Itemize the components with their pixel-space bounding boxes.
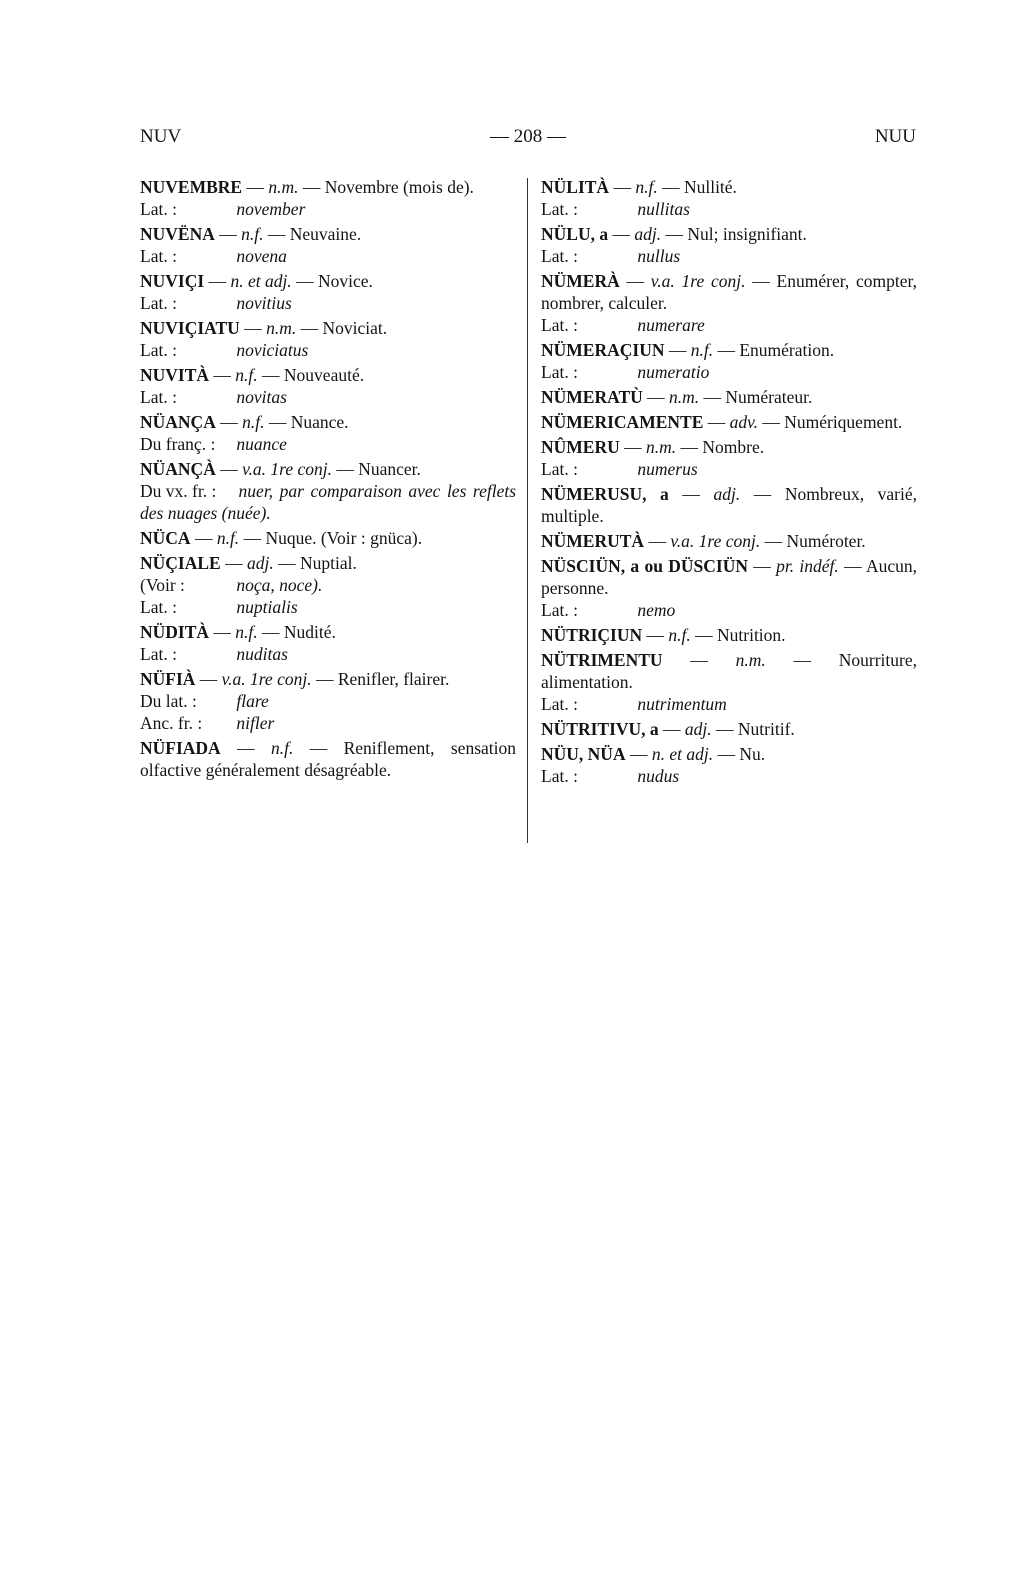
- definition: Nourriture, alimentation.: [541, 650, 917, 692]
- definition: Nudité.: [283, 622, 336, 642]
- dictionary-entry: NÜLITÀ — n.f. — Nullité. Lat. : nullitas: [541, 176, 917, 220]
- etymology-label: Lat. :: [541, 362, 578, 382]
- header-right-guideword: NUU: [874, 126, 916, 147]
- etymology-label: Lat. :: [541, 600, 578, 620]
- etymology-label: Lat. :: [140, 644, 177, 664]
- grammatical-category: n.m.: [268, 177, 299, 197]
- dictionary-entry: NÛMERU — n.m. — Nombre. Lat. : numerus: [541, 436, 917, 480]
- grammatical-category: adv.: [729, 412, 758, 432]
- headword: NÜTRIMENTU: [541, 650, 663, 670]
- grammatical-category: v.a. 1re conj.: [242, 459, 332, 479]
- etymology-label: Lat. :: [541, 199, 578, 219]
- dictionary-entry: NÜANÇÀ — v.a. 1re conj. — Nuancer. Du vx. fr. : nuer, par comparaison avec les reflets des nuages (nuée).: [140, 459, 517, 523]
- etymology-line: [140, 480, 516, 524]
- grammatical-category: v.a. 1re conj.: [670, 531, 761, 551]
- grammatical-category: v.a. 1re conj.: [650, 271, 746, 291]
- etymology-line: [140, 292, 516, 314]
- grammatical-category: n.f.: [690, 340, 714, 360]
- headword: NÜLU, a: [541, 224, 609, 244]
- definition: Nutritif.: [737, 719, 795, 739]
- definition: Reniflement, sensation olfactive généralement désagréable.: [140, 738, 516, 780]
- dictionary-entry: NÜLU, a — adj. — Nul; insignifiant. Lat. : nullus: [541, 223, 917, 267]
- etymology-line: [140, 712, 516, 734]
- definition: Nu.: [739, 744, 766, 764]
- etymology-label: Lat. :: [541, 459, 578, 479]
- grammatical-category: n.f.: [242, 412, 265, 432]
- grammatical-category: n.f.: [235, 365, 258, 385]
- grammatical-category: v.a. 1re conj.: [221, 669, 312, 689]
- grammatical-category: n.m.: [669, 387, 700, 407]
- dictionary-entry: NÜTRIÇIUN — n.f. — Nutrition.: [541, 625, 786, 645]
- headword: NÛMERU: [541, 437, 620, 457]
- etymology-value: noviciatus: [236, 340, 309, 360]
- etymology-value: nuance: [236, 434, 287, 454]
- etymology-line: [140, 386, 516, 408]
- etymology-value: novitas: [236, 387, 287, 407]
- etymology-value: nullus: [637, 246, 681, 266]
- dictionary-entry: NUVIÇI — n. et adj. — Novice. Lat. : novitius: [140, 270, 516, 314]
- headword: NÜCA: [140, 528, 191, 548]
- grammatical-category: n. et adj.: [651, 744, 714, 764]
- headword: NÜSCIÜN, a ou DÜSCIÜN: [541, 556, 748, 576]
- definition: Noviciat.: [322, 318, 388, 338]
- dictionary-entry: NÜTRIMENTU — n.m. — Nourriture, alimentation. Lat. : nutrimentum: [541, 650, 917, 714]
- dictionary-entry: NUVËNA — n.f. — Neuvaine. Lat. : novena: [140, 223, 516, 267]
- etymology-label: Lat. :: [140, 199, 177, 219]
- definition: Nuptial.: [299, 553, 357, 573]
- grammatical-category: pr. indéf.: [776, 556, 839, 576]
- etymology-value: nuer, par comparaison avec les reflets des nuages (nuée).: [140, 481, 517, 523]
- definition: Enumération.: [739, 340, 835, 360]
- etymology-value: nullitas: [637, 199, 690, 219]
- dictionary-entry: NÜMERUSU, a — adj. — Nombreux, varié, multiple.: [541, 484, 917, 526]
- dictionary-entry: NÜÇIALE — adj. — Nuptial. (Voir : noça, noce). Lat. : nuptialis: [140, 552, 516, 618]
- etymology-label: Lat. :: [541, 315, 578, 335]
- etymology-label: Lat. :: [541, 694, 578, 714]
- etymology-value: nudus: [637, 766, 680, 786]
- etymology-label: Du lat. :: [140, 691, 197, 711]
- column-divider: [527, 178, 528, 843]
- definition: Nuance.: [290, 412, 349, 432]
- etymology-line: [140, 198, 516, 220]
- dictionary-entry: NÜFIÀ — v.a. 1re conj. — Renifler, flairer. Du lat. : flare Anc. fr. : nifler: [140, 668, 516, 734]
- etymology-line: [541, 198, 917, 220]
- page-number: — 208 —: [490, 126, 566, 147]
- etymology-label: (Voir :: [140, 575, 185, 595]
- grammatical-category: adj.: [634, 224, 662, 244]
- definition: Nombre.: [702, 437, 765, 457]
- grammatical-category: n.f.: [635, 177, 658, 197]
- definition: Nuque. (Voir : gnüca).: [265, 528, 423, 548]
- definition: Nouveauté.: [283, 365, 365, 385]
- etymology-line: [541, 314, 917, 336]
- dictionary-entry: NÜMERAÇIUN — n.f. — Enumération. Lat. : numeratio: [541, 339, 917, 383]
- definition: Nutrition.: [717, 625, 786, 645]
- headword: NUVEMBRE: [140, 177, 243, 197]
- etymology-label: Lat. :: [140, 340, 177, 360]
- dictionary-entry: NÜDITÀ — n.f. — Nudité. Lat. : nuditas: [140, 621, 516, 665]
- definition: Novice.: [317, 271, 373, 291]
- grammatical-category: adj.: [246, 553, 274, 573]
- etymology-line: [140, 596, 516, 618]
- etymology-value: numerus: [637, 459, 698, 479]
- etymology-label: Lat. :: [140, 293, 177, 313]
- right-column: [541, 176, 917, 790]
- etymology-line: [140, 690, 516, 712]
- grammatical-category: n.m.: [646, 437, 677, 457]
- dictionary-entry: NÜANÇA — n.f. — Nuance. Du franç. : nuance: [140, 411, 516, 455]
- headword: NÜANÇÀ: [140, 459, 216, 479]
- header-left-guideword: NUV: [140, 126, 182, 147]
- etymology-line: [140, 245, 516, 267]
- dictionary-entry: NÜTRITIVU, a — adj. — Nutritif.: [541, 719, 795, 739]
- etymology-label: Lat. :: [140, 246, 177, 266]
- etymology-value: novena: [236, 246, 287, 266]
- dictionary-entry: NUVITÀ — n.f. — Nouveauté. Lat. : novitas: [140, 364, 516, 408]
- grammatical-category: n.m.: [735, 650, 766, 670]
- etymology-value: nemo: [637, 600, 676, 620]
- headword: NÜMERUSU, a: [541, 484, 669, 504]
- etymology-line: [541, 458, 917, 480]
- etymology-value: noça, noce).: [236, 575, 323, 595]
- etymology-label: Du vx. fr. :: [140, 481, 217, 501]
- etymology-label: Du franç. :: [140, 434, 216, 454]
- definition: Nombreux, varié, multiple.: [541, 484, 917, 526]
- headword: NÜDITÀ: [140, 622, 210, 642]
- grammatical-category: adj.: [684, 719, 712, 739]
- etymology-label: Lat. :: [140, 387, 177, 407]
- headword: NÜU, NÜA: [541, 744, 626, 764]
- definition: Enumérer, compter, nombrer, calculer.: [541, 271, 917, 313]
- headword: NUVIÇIATU: [140, 318, 240, 338]
- etymology-line: [541, 693, 917, 715]
- grammatical-category: n.f.: [668, 625, 691, 645]
- dictionary-entry: NÜU, NÜA — n. et adj. — Nu. Lat. : nudus: [541, 743, 917, 787]
- dictionary-entry: NÜMERUTÀ — v.a. 1re conj. — Numéroter.: [541, 531, 866, 551]
- headword: NÜTRIÇIUN: [541, 625, 643, 645]
- grammatical-category: n.f.: [235, 622, 258, 642]
- headword: NÜLITÀ: [541, 177, 610, 197]
- etymology-label: Anc. fr. :: [140, 713, 203, 733]
- definition: Nullité.: [683, 177, 737, 197]
- etymology-line: [140, 643, 516, 665]
- dictionary-entry: NÜMERÀ — v.a. 1re conj. — Enumérer, compter, nombrer, calculer. Lat. : numerare: [541, 271, 917, 335]
- etymology-value: numerare: [637, 315, 705, 335]
- page-header: [140, 126, 916, 156]
- etymology-label: Lat. :: [140, 597, 177, 617]
- etymology-line: [541, 361, 917, 383]
- etymology-value: november: [236, 199, 306, 219]
- dictionary-entry: NUVEMBRE — n.m. — Novembre (mois de). Lat. : november: [140, 176, 516, 220]
- grammatical-category: n.f.: [270, 738, 294, 758]
- dictionary-entry: NÜFIADA — n.f. — Reniflement, sensation olfactive généralement désagréable.: [140, 738, 516, 780]
- definition: Neuvaine.: [289, 224, 362, 244]
- dictionary-entry: NÜSCIÜN, a ou DÜSCIÜN — pr. indéf. — Aucun, personne. Lat. : nemo: [541, 556, 917, 620]
- headword: NÜMERAÇIUN: [541, 340, 665, 360]
- headword: NÜÇIALE: [140, 553, 221, 573]
- headword: NUVITÀ: [140, 365, 210, 385]
- etymology-value: nifler: [236, 713, 275, 733]
- dictionary-entry: NUVIÇIATU — n.m. — Noviciat. Lat. : noviciatus: [140, 317, 516, 361]
- headword: NÜMERUTÀ: [541, 531, 645, 551]
- grammatical-category: n.f.: [216, 528, 240, 548]
- headword: NÜANÇA: [140, 412, 216, 432]
- etymology-line: [541, 245, 917, 267]
- headword: NÜFIADA: [140, 738, 221, 758]
- headword: NUVIÇI: [140, 271, 205, 291]
- etymology-value: nuditas: [236, 644, 288, 664]
- definition: Aucun, personne.: [541, 556, 917, 598]
- dictionary-entry: NÜMERATÙ — n.m. — Numérateur.: [541, 387, 813, 407]
- left-column: [140, 176, 516, 784]
- headword: NÜMERATÙ: [541, 387, 643, 407]
- etymology-line: [541, 765, 917, 787]
- dictionary-entry: NÜMERICAMENTE — adv. — Numériquement.: [541, 412, 903, 432]
- grammatical-category: n.f.: [241, 224, 264, 244]
- etymology-line: [140, 339, 516, 361]
- definition: Numérateur.: [725, 387, 813, 407]
- grammatical-category: n. et adj.: [230, 271, 292, 291]
- etymology-value: numeratio: [637, 362, 710, 382]
- headword: NÜMERICAMENTE: [541, 412, 704, 432]
- etymology-label: Lat. :: [541, 246, 578, 266]
- etymology-label: Lat. :: [541, 766, 578, 786]
- etymology-value: nuptialis: [236, 597, 298, 617]
- etymology-line: [140, 433, 516, 455]
- definition: Novembre (mois de).: [324, 177, 474, 197]
- headword: NUVËNA: [140, 224, 215, 244]
- grammatical-category: adj.: [713, 484, 741, 504]
- headword: NÜTRITIVU, a: [541, 719, 659, 739]
- etymology-value: nutrimentum: [637, 694, 727, 714]
- headword: NÜFIÀ: [140, 669, 196, 689]
- definition: Numéroter.: [786, 531, 866, 551]
- definition: Nuancer.: [358, 459, 421, 479]
- etymology-line: [140, 574, 516, 596]
- etymology-value: flare: [236, 691, 269, 711]
- dictionary-entry: NÜCA — n.f. — Nuque. (Voir : gnüca).: [140, 528, 423, 548]
- etymology-value: novitius: [236, 293, 292, 313]
- headword: NÜMERÀ: [541, 271, 620, 291]
- definition: Numériquement.: [784, 412, 903, 432]
- etymology-line: [541, 599, 917, 621]
- definition: Nul; insignifiant.: [687, 224, 807, 244]
- grammatical-category: n.m.: [266, 318, 297, 338]
- definition: Renifler, flairer.: [337, 669, 450, 689]
